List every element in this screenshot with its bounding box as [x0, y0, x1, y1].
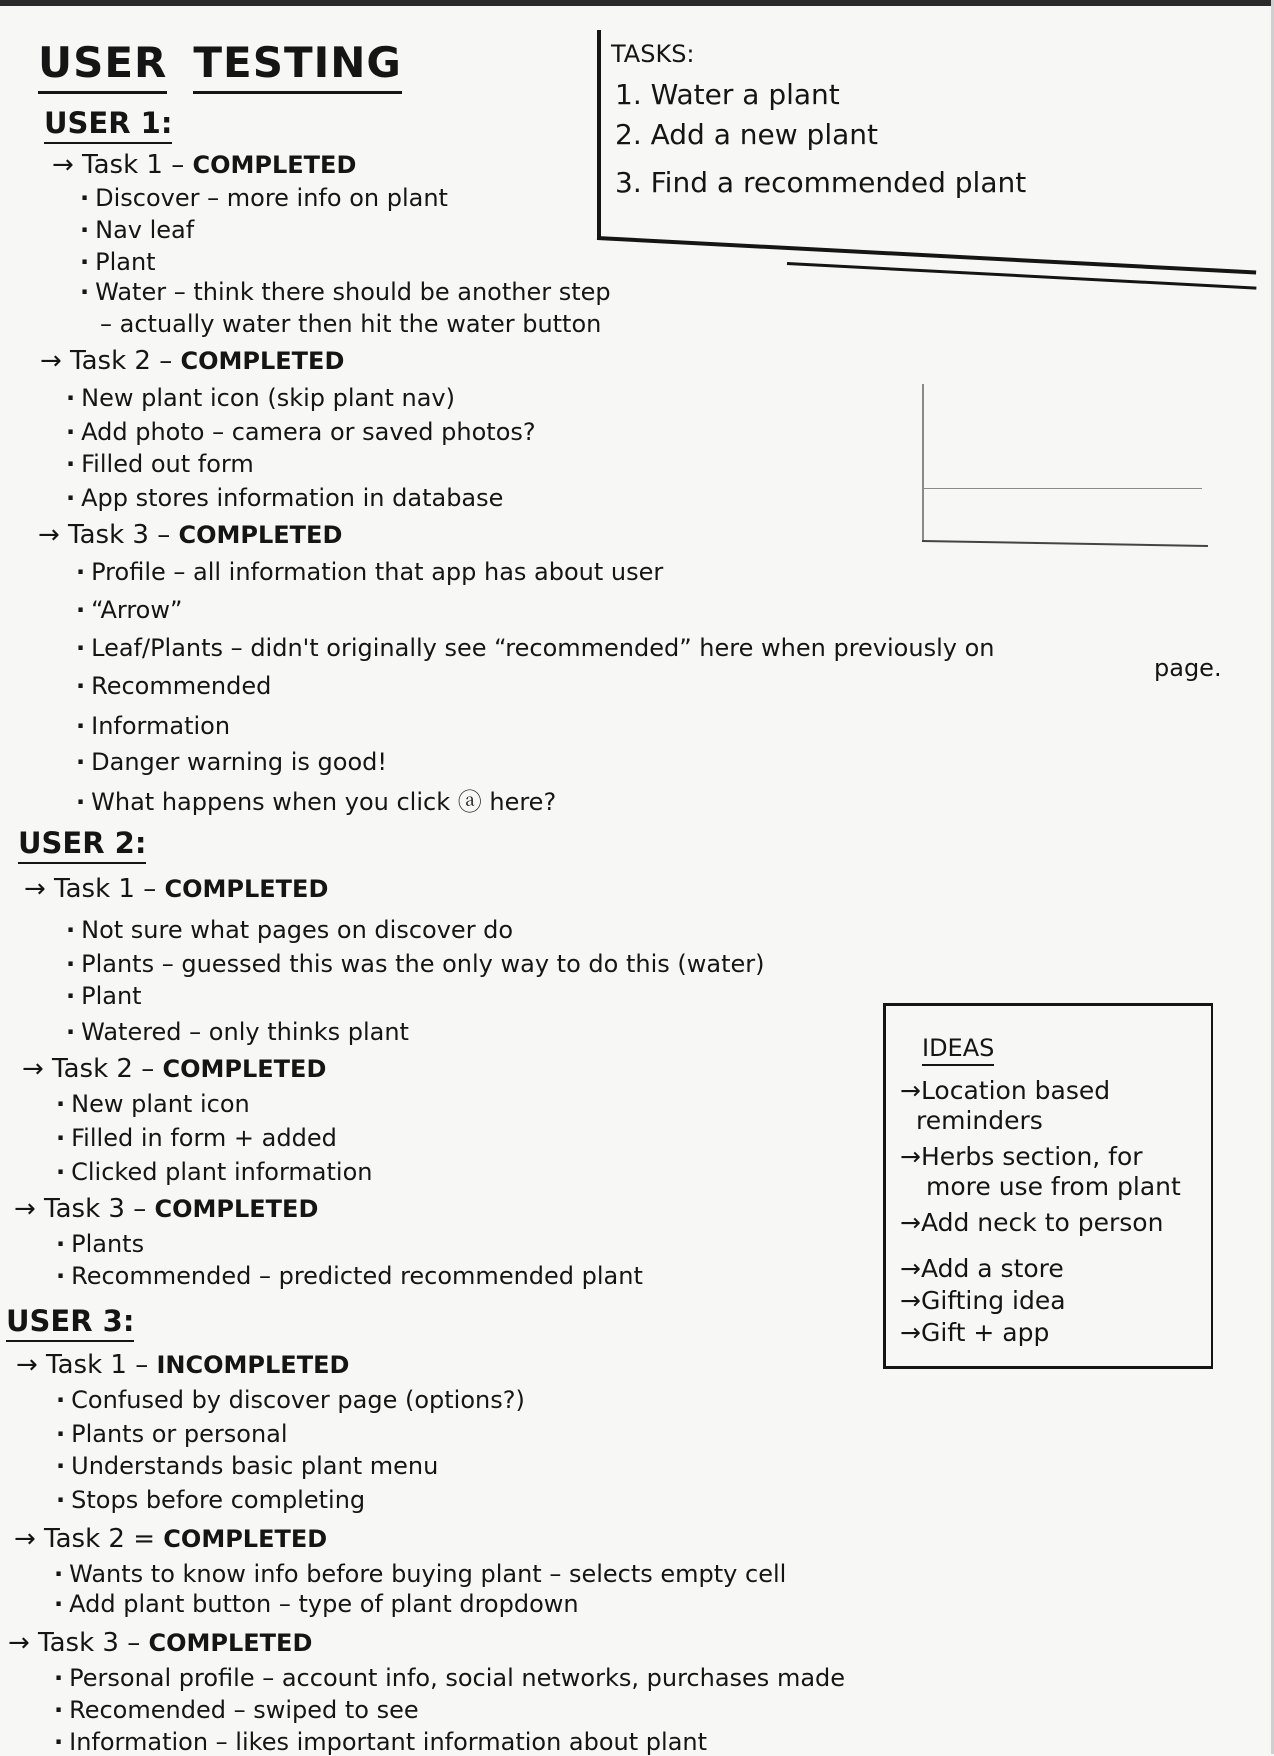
note: · Water – think there should be another step [80, 278, 611, 306]
note: · Plants or personal [56, 1420, 288, 1448]
task-item: 3. Find a recommended plant [615, 166, 1027, 199]
user3-task2 [14, 1524, 327, 1554]
note: · Leaf/Plants – didn't originally see “recommended” here when previously on [76, 634, 994, 662]
note: · Profile – all information that app has about user [76, 558, 663, 586]
task-label: → Task 1 – [52, 150, 193, 180]
task-label: → Task 2 = [14, 1524, 164, 1554]
ideas-title: IDEAS [922, 1034, 994, 1066]
task-status: COMPLETED [162, 1055, 327, 1083]
note: · What happens when you click ⓐ here? [76, 782, 556, 817]
note: · Recomended – swiped to see [54, 1696, 419, 1724]
idea-item: →Gift + app [900, 1318, 1050, 1347]
user2-heading: USER 2: [18, 826, 146, 864]
note: · Clicked plant information [56, 1158, 372, 1186]
user1-task2 [40, 346, 344, 376]
note: · New plant icon [56, 1090, 250, 1118]
sketch-line [922, 384, 924, 542]
note: · Information – likes important information about plant [54, 1728, 707, 1756]
task-status: COMPLETED [164, 875, 329, 903]
idea-item: →Location based [900, 1076, 1111, 1105]
user1-task3 [38, 520, 342, 550]
ideas-box [883, 1003, 1213, 1369]
idea-item: →Herbs section, for [900, 1142, 1143, 1171]
note: · “Arrow” [76, 596, 182, 624]
user2-task2 [22, 1054, 326, 1084]
idea-item: →Add a store [900, 1254, 1064, 1283]
idea-item: reminders [916, 1106, 1043, 1135]
note: · Add photo – camera or saved photos? [66, 418, 536, 446]
note: · Plants – guessed this was the only way to do this (water) [66, 950, 764, 978]
task-status: COMPLETED [192, 151, 357, 179]
task-status: COMPLETED [178, 521, 343, 549]
task-status: INCOMPLETED [156, 1351, 350, 1379]
idea-item: more use from plant [926, 1172, 1181, 1201]
note: · Understands basic plant menu [56, 1452, 438, 1480]
task-status: COMPLETED [163, 1525, 328, 1553]
page-title [38, 38, 428, 94]
task-label: → Task 3 – [14, 1194, 155, 1224]
note: · Danger warning is good! [76, 748, 387, 776]
user3-task1 [16, 1350, 349, 1380]
tasks-box [597, 30, 1267, 300]
note: · Not sure what pages on discover do [66, 916, 513, 944]
wireframe-sketch [922, 384, 1208, 548]
note: · App stores information in database [66, 484, 503, 512]
note: · Recommended [76, 672, 271, 700]
task-status: COMPLETED [180, 347, 345, 375]
task-label: → Task 3 – [38, 520, 179, 550]
note: · Information [76, 712, 230, 740]
note: · Plant [66, 982, 142, 1010]
task-status: COMPLETED [148, 1629, 313, 1657]
note: · Wants to know info before buying plant – selects empty cell [54, 1560, 786, 1588]
note: · Filled in form + added [56, 1124, 337, 1152]
note: · Recommended – predicted recommended plant [56, 1262, 643, 1290]
task-label: → Task 3 – [8, 1628, 149, 1658]
sketch-line [922, 540, 1208, 547]
user1-heading: USER 1: [44, 106, 172, 144]
note-continuation: page. [1154, 654, 1222, 682]
note: · New plant icon (skip plant nav) [66, 384, 455, 412]
idea-item: →Add neck to person [900, 1208, 1164, 1237]
user2-task1 [24, 874, 328, 904]
note: · Watered – only thinks plant [66, 1018, 409, 1046]
note-continuation: – actually water then hit the water button [100, 310, 602, 338]
user1-task1 [52, 150, 356, 180]
title-word-testing: TESTING [193, 38, 402, 94]
task-item: 1. Water a plant [615, 78, 840, 111]
sketch-line [922, 488, 1202, 489]
note: · Discover – more info on plant [80, 184, 448, 212]
note: · Personal profile – account info, social networks, purchases made [54, 1664, 845, 1692]
tasks-box-border-left [597, 30, 601, 240]
task-label: → Task 1 – [24, 874, 165, 904]
task-label: → Task 1 – [16, 1350, 157, 1380]
user3-task3 [8, 1628, 312, 1658]
note: · Nav leaf [80, 216, 194, 244]
note: · Add plant button – type of plant dropdown [54, 1590, 579, 1618]
task-label: → Task 2 – [40, 346, 181, 376]
note: · Filled out form [66, 450, 254, 478]
note: · Plant [80, 248, 156, 276]
title-word-user: USER [38, 38, 167, 94]
idea-item: →Gifting idea [900, 1286, 1066, 1315]
task-label: → Task 2 – [22, 1054, 163, 1084]
tasks-title: TASKS: [611, 40, 695, 68]
user2-task3 [14, 1194, 318, 1224]
user3-heading: USER 3: [6, 1304, 134, 1342]
note: · Plants [56, 1230, 144, 1258]
task-status: COMPLETED [154, 1195, 319, 1223]
note: · Stops before completing [56, 1486, 365, 1514]
note: · Confused by discover page (options?) [56, 1386, 525, 1414]
page-top-edge [0, 0, 1274, 6]
task-item: 2. Add a new plant [615, 118, 878, 151]
